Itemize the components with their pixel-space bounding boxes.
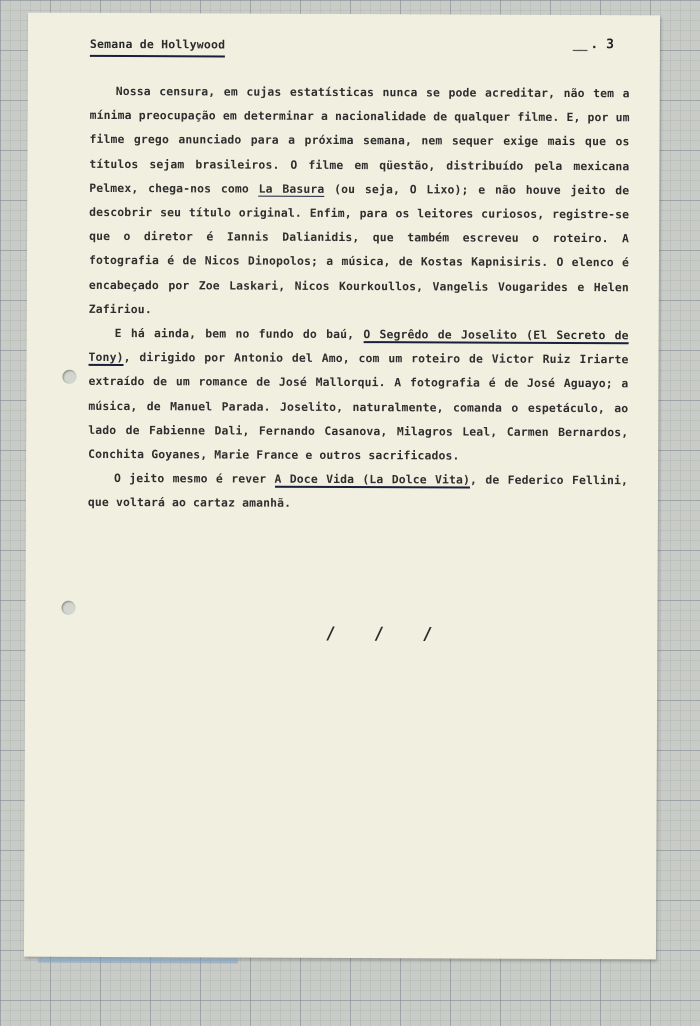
end-mark: / / /	[325, 623, 447, 645]
punch-hole	[62, 370, 76, 384]
paragraph-3	[88, 466, 628, 517]
page-dash: __	[572, 37, 587, 53]
page-number	[573, 37, 614, 52]
paragraph-3-text-b: , de Federico Fellini, que voltará ao cartaz amanhã.	[87, 472, 629, 511]
page-number-value: . 3	[590, 37, 614, 53]
paragraph-2-text-a: E há ainda, bem no fundo do baú,	[114, 326, 364, 342]
paragraph-2	[88, 321, 629, 469]
film-title-doce-vida: A Doce Vida (La Dolce Vita)	[274, 471, 471, 487]
paragraph-3-text-a: O jeito mesmo é rever	[114, 471, 275, 486]
paragraph-1	[89, 79, 630, 323]
paragraph-1-text-b: (ou seja, O Lixo); e não houve jeito de descobrir seu título original. Enfim, para os leitores curiosos, registre-se que o diretor é Iannis Dalianidis, que também escreveu o roteiro. A fotografia é de Nicos Dinopolos; a música, de Kostas Kapnisiris. O elenco é encabeçado por Zoe Laskari, Nicos Kourkoullos, Vangelis Vougarides e Helen Zafiriou.	[88, 181, 630, 316]
paragraph-2-text-b: , dirigido por Antonio del Amo, com um roteiro de Victor Ruiz Iriarte extraído de um romance de José Mallorqui. A fotografia é de José Aguayo; a música, de Manuel Parada. Joselito, naturalmente, comanda o espetáculo, ao lado de Fabienne Dali, Fernando Casanova, Milagros Leal, Carmen Bernardos, Conchita Goyanes, Marie France e outros sacrificados.	[88, 350, 629, 463]
paragraph-1-text-a: Nossa censura, em cujas estatísticas nunca se pode acreditar, não tem a mínima preocupação em determinar a nacionalidade de qualquer filme. E, por um filme grego anunciado para a próxima semana, nem sequer exige mais que os títulos sejam brasileiros. O filme em qüestão, distribuído pela mexicana Pelmex, chega-nos como	[89, 84, 630, 196]
film-title-la-basura: La Basura	[258, 181, 325, 196]
typed-page	[24, 13, 660, 960]
punch-hole	[61, 601, 75, 615]
article-body	[88, 79, 630, 517]
column-title: Semana de Hollywood	[90, 37, 225, 58]
film-title-segredo-de-joselito: O Segrêdo de Joselito (El Secreto de Tony)	[88, 327, 629, 365]
